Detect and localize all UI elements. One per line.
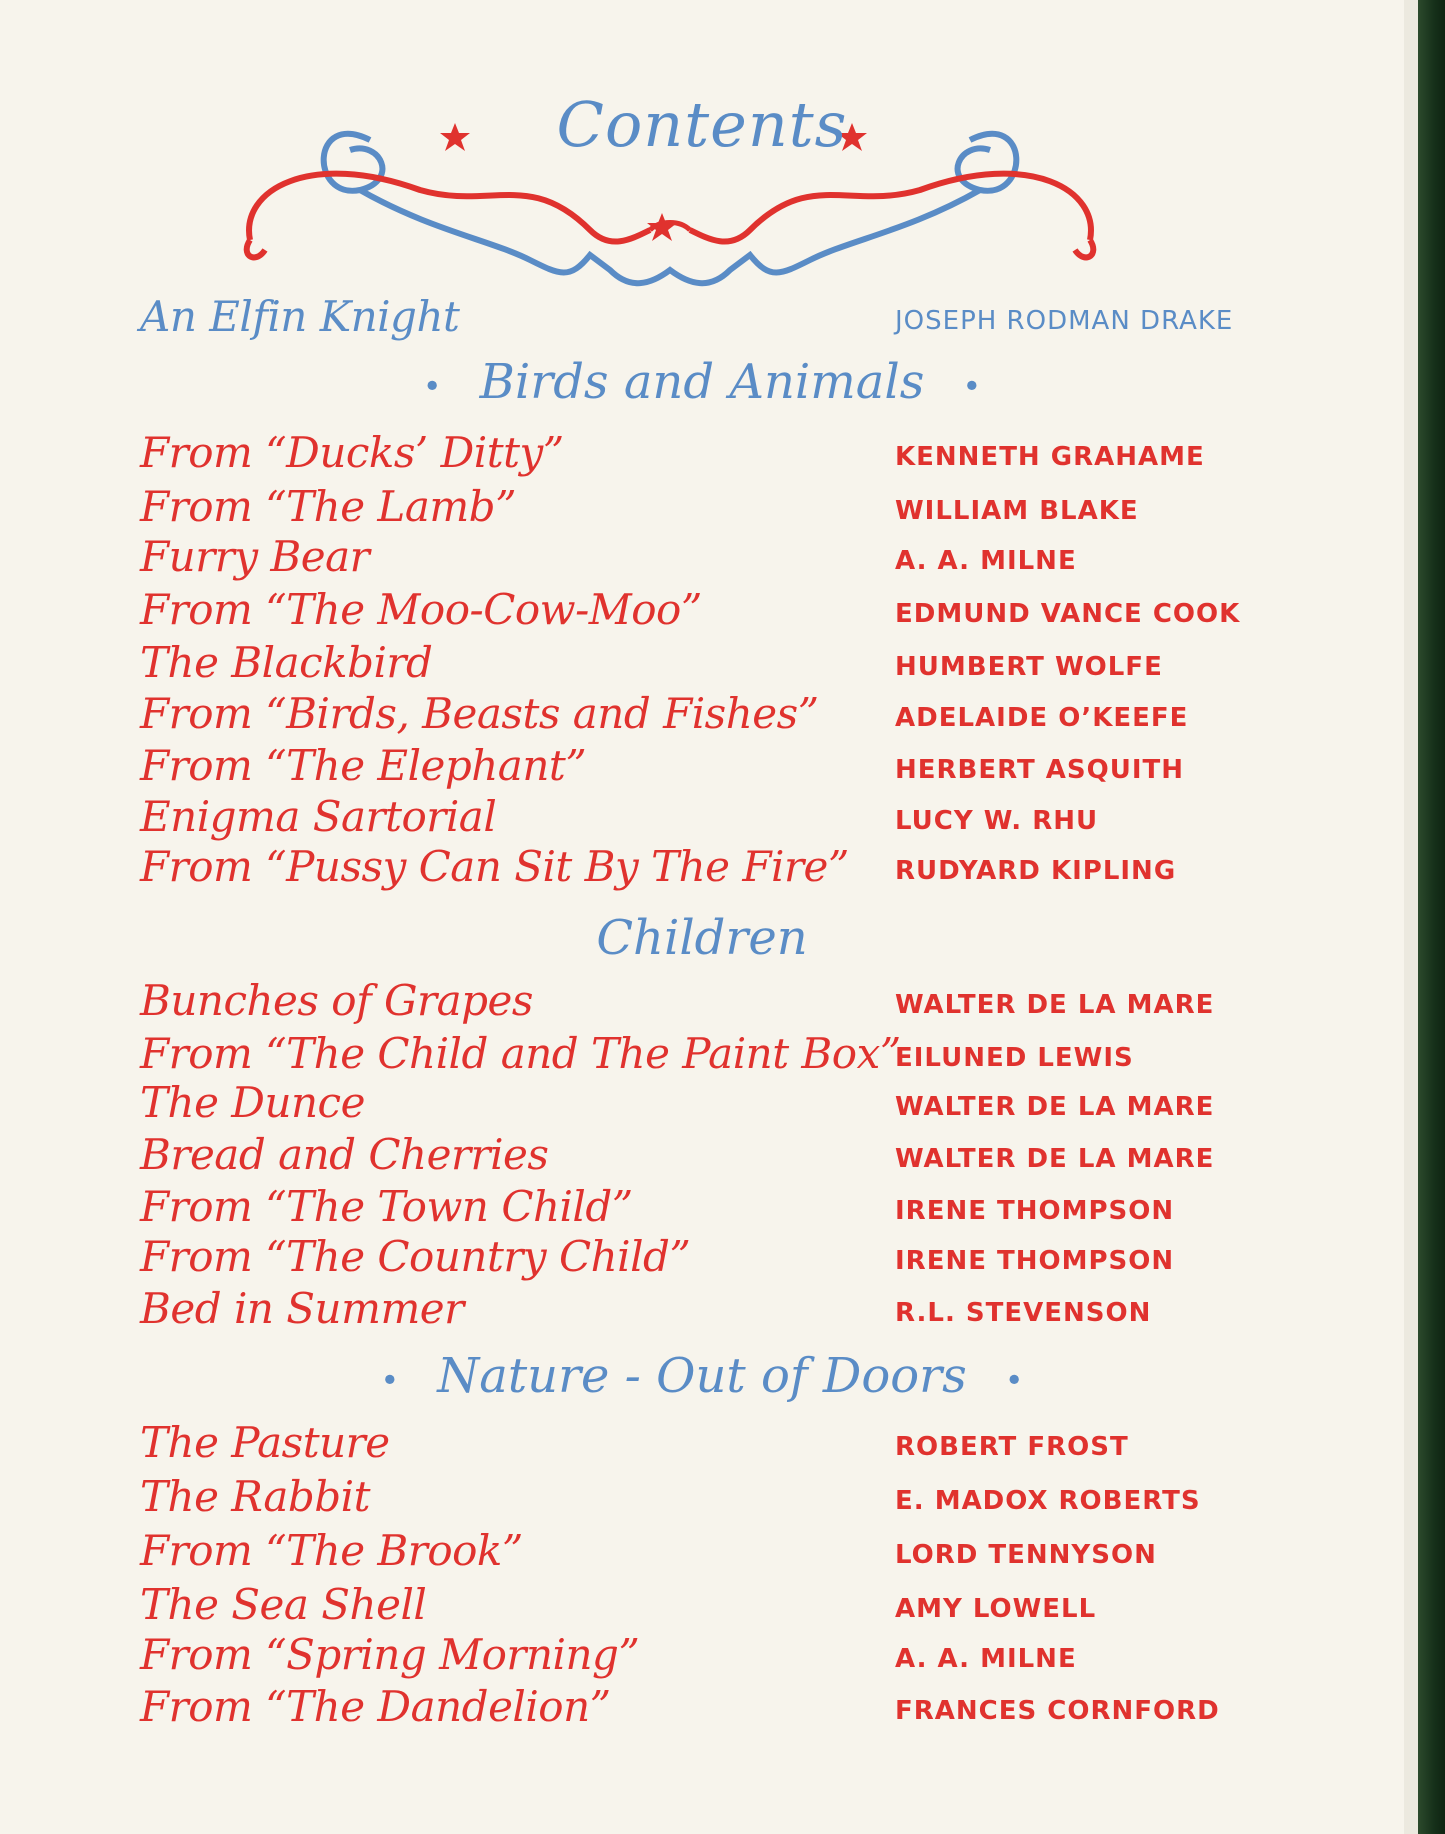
book-cover-edge: [1418, 0, 1445, 1834]
entry-author: E. MADOX ROBERTS: [895, 1486, 1201, 1516]
toc-entry: [0, 1580, 1404, 1632]
entry-title: From “Spring Morning”: [140, 1630, 640, 1679]
toc-entry: [0, 1682, 1404, 1734]
entry-title: Bread and Cherries: [140, 1130, 549, 1179]
entry-author: A. A. MILNE: [895, 1644, 1077, 1674]
entry-title: From “Pussy Can Sit By The Fire”: [140, 842, 849, 891]
toc-entry: [0, 1284, 1404, 1336]
entry-author: AMY LOWELL: [895, 1594, 1097, 1624]
toc-entry: [0, 1526, 1404, 1578]
entry-title: From “The Moo-Cow-Moo”: [140, 585, 702, 634]
entry-title: From “The Town Child”: [140, 1182, 633, 1231]
entry-author: WALTER DE LA MARE: [895, 990, 1215, 1020]
entry-author: WALTER DE LA MARE: [895, 1144, 1215, 1174]
entry-author: RUDYARD KIPLING: [895, 856, 1177, 886]
toc-entry: [0, 1630, 1404, 1682]
toc-entry: [0, 1029, 1404, 1081]
entry-author: IRENE THOMPSON: [895, 1246, 1175, 1276]
entry-author: LUCY W. RHU: [895, 806, 1099, 836]
entry-title: Furry Bear: [140, 532, 370, 581]
toc-entry: [0, 1232, 1404, 1284]
entry-title: From “The Country Child”: [140, 1232, 691, 1281]
toc-entry: [0, 741, 1404, 793]
toc-entry: [0, 842, 1404, 894]
entry-title: The Rabbit: [140, 1472, 370, 1521]
dot-icon: •: [962, 366, 982, 405]
entry-author: WALTER DE LA MARE: [895, 1092, 1215, 1122]
toc-entry: [0, 1182, 1404, 1234]
entry-title: An Elfin Knight: [140, 292, 460, 341]
entry-author: LORD TENNYSON: [895, 1540, 1157, 1570]
entry-title: The Dunce: [140, 1078, 365, 1127]
entry-author: ADELAIDE O’KEEFE: [895, 703, 1189, 733]
entry-title: From “The Lamb”: [140, 482, 517, 531]
entry-title: From “Birds, Beasts and Fishes”: [140, 689, 819, 738]
section-heading-text: Birds and Animals: [479, 354, 925, 410]
toc-entry: [0, 1130, 1404, 1182]
toc-entry: [0, 482, 1404, 534]
dot-icon: •: [380, 1360, 400, 1399]
section-heading: Children: [596, 910, 808, 966]
toc-entry: [0, 1078, 1404, 1130]
entry-title: Enigma Sartorial: [140, 792, 497, 841]
entry-title: The Pasture: [140, 1418, 390, 1467]
entry-title: From “The Dandelion”: [140, 1682, 611, 1731]
entry-author: WILLIAM BLAKE: [895, 496, 1139, 526]
entry-author: EDMUND VANCE COOK: [895, 599, 1241, 629]
toc-entry: [0, 689, 1404, 741]
entry-author: KENNETH GRAHAME: [895, 442, 1205, 472]
entry-author: EILUNED LEWIS: [895, 1043, 1134, 1073]
entry-author: A. A. MILNE: [895, 546, 1077, 576]
toc-entry: [0, 638, 1404, 690]
entry-title: From “The Brook”: [140, 1526, 523, 1575]
page-title: Contents: [556, 88, 848, 161]
toc-entry: [0, 428, 1404, 480]
entry-author: R.L. STEVENSON: [895, 1298, 1152, 1328]
entry-author: FRANCES CORNFORD: [895, 1696, 1220, 1726]
dot-icon: •: [422, 366, 442, 405]
entry-title: Bed in Summer: [140, 1284, 464, 1333]
entry-author: HERBERT ASQUITH: [895, 755, 1184, 785]
entry-title: From “Ducks’ Ditty”: [140, 428, 564, 477]
toc-entry: [0, 976, 1404, 1028]
entry-author: HUMBERT WOLFE: [895, 652, 1163, 682]
toc-entry: [0, 292, 1404, 344]
entry-title: From “The Child and The Paint Box”: [140, 1029, 901, 1078]
toc-entry: [0, 1472, 1404, 1524]
section-heading-text: Nature - Out of Doors: [437, 1348, 967, 1404]
section-heading: [0, 1348, 1404, 1404]
entry-title: From “The Elephant”: [140, 741, 587, 790]
toc-entry: [0, 1418, 1404, 1470]
entry-title: The Sea Shell: [140, 1580, 427, 1629]
dot-icon: •: [1004, 1360, 1024, 1399]
entry-title: The Blackbird: [140, 638, 433, 687]
entry-author: ROBERT FROST: [895, 1432, 1129, 1462]
toc-entry: [0, 792, 1404, 844]
toc-entry: [0, 532, 1404, 584]
entry-author: IRENE THOMPSON: [895, 1196, 1175, 1226]
section-heading: [0, 354, 1404, 410]
entry-title: Bunches of Grapes: [140, 976, 533, 1025]
toc-entry: [0, 585, 1404, 637]
entry-author: JOSEPH RODMAN DRAKE: [895, 306, 1234, 336]
